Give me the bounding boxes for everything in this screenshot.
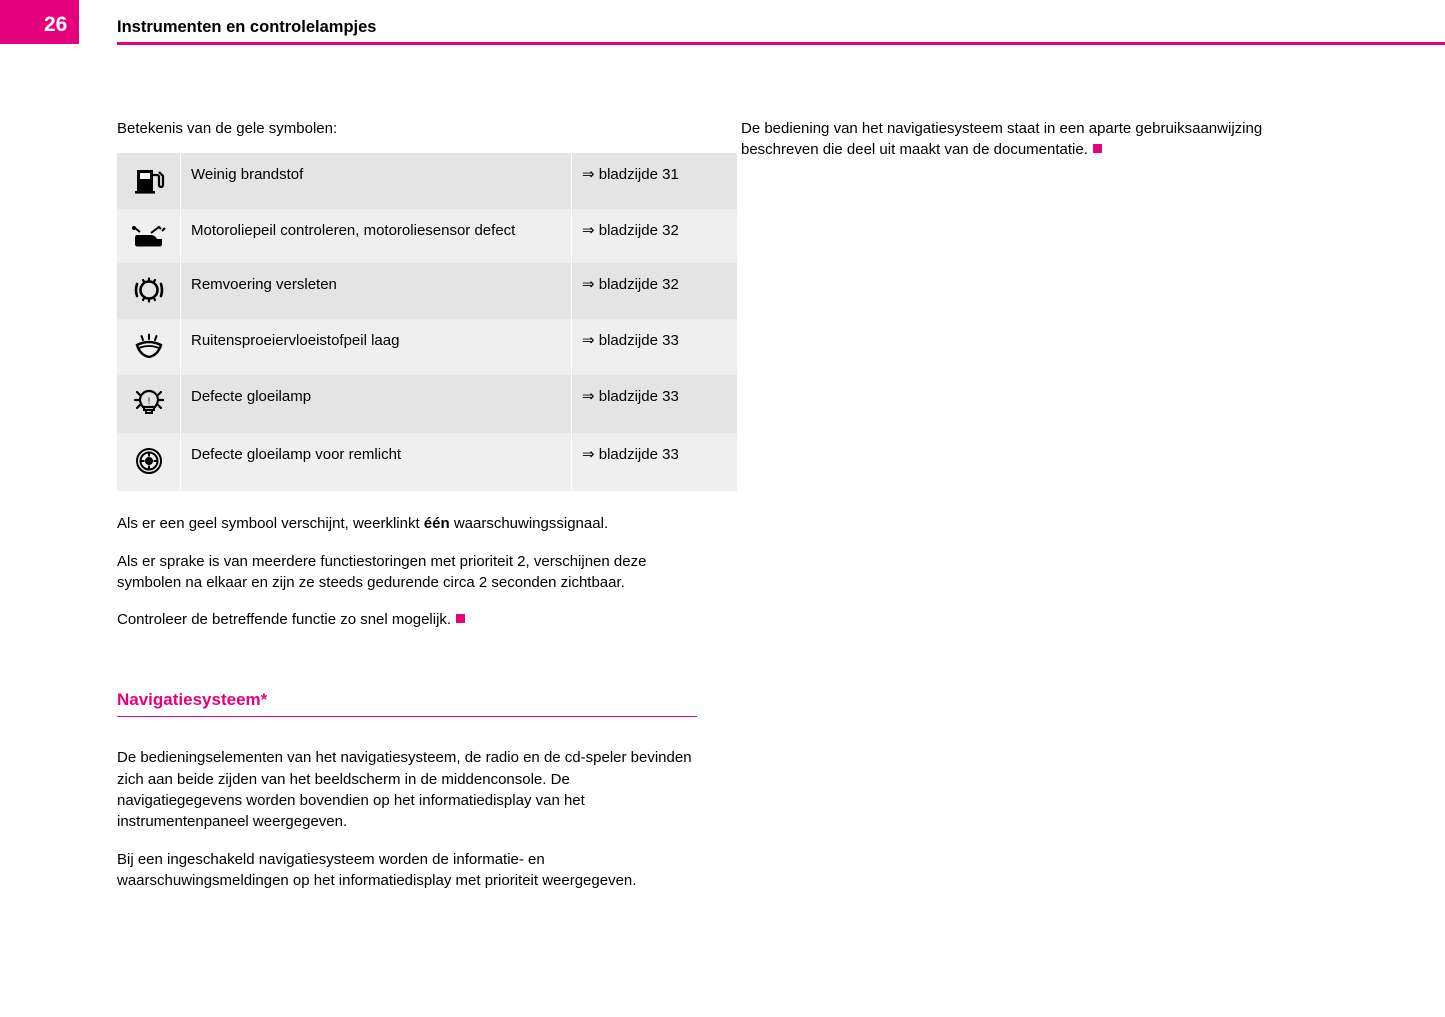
table-row [117, 433, 737, 491]
table-row [117, 319, 737, 375]
oil-can-icon [117, 209, 181, 263]
windscreen-washer-fluid-icon [117, 319, 181, 375]
navigation-paragraph-2: Bij een ingeschakeld navigatiesysteem worden de informatie- en waarschuwingsmeldingen op het informatiedisplay met prioriteit weergegeven. [117, 850, 637, 889]
page-title: Instrumenten en controlelampjes [117, 18, 377, 36]
table-row [117, 263, 737, 319]
check-function-text: Controleer de betreffende functie zo snel mogelijk. [117, 611, 452, 629]
symbol-description: Motoroliepeil controleren, motoroliesensor defect [181, 209, 572, 263]
check-function-paragraph [117, 609, 697, 630]
warning-signal-emphasis: één [423, 515, 450, 533]
warning-signal-text-after: waarschuwingssignaal. [449, 515, 609, 533]
page-number: 26 [44, 13, 68, 36]
bulb-failure-icon [117, 375, 181, 433]
brake-pad-wear-icon [117, 263, 181, 319]
symbol-reference: ⇒ bladzijde 33 [572, 319, 738, 375]
symbol-reference: ⇒ bladzijde 33 [572, 433, 738, 491]
fuel-pump-icon [117, 153, 181, 209]
page-header [0, 0, 1445, 44]
end-of-section-mark [1093, 144, 1102, 153]
symbol-reference: ⇒ bladzijde 31 [572, 153, 738, 209]
navigation-system-section [117, 690, 697, 891]
yellow-symbols-table [117, 153, 737, 491]
symbol-reference: ⇒ bladzijde 32 [572, 263, 738, 319]
symbol-description: Weinig brandstof [181, 153, 572, 209]
navigation-paragraph-1: De bedieningselementen van het navigatiesysteem, de radio en de cd-speler bevinden zich aan beide zijden van het beeldscherm in de middenconsole. De navigatiegegevens worden bovendien op het informatiedisplay van het instrumentenpaneel weergegeven. [117, 749, 692, 831]
navigation-manual-text: De bediening van het navigatiesysteem staat in een aparte gebruiksaanwijzing beschreven die deel uit maakt van de documentatie. [741, 120, 1263, 159]
table-row [117, 375, 737, 433]
symbol-description: Remvoering versleten [181, 263, 572, 319]
symbols-intro: Betekenis van de gele symbolen: [117, 120, 338, 137]
left-column [117, 118, 697, 907]
symbol-description: Ruitensproeiervloeistofpeil laag [181, 319, 572, 375]
section-divider [117, 716, 697, 717]
table-row [117, 153, 737, 209]
symbol-description: Defecte gloeilamp voor remlicht [181, 433, 572, 491]
section-heading: Navigatiesysteem* [117, 690, 268, 710]
symbol-reference: ⇒ bladzijde 33 [572, 375, 738, 433]
end-of-section-mark [456, 614, 465, 623]
svg-text:!: ! [147, 396, 150, 407]
symbol-description: Defecte gloeilamp [181, 375, 572, 433]
warning-signal-paragraph [117, 513, 697, 534]
multiple-faults-paragraph: Als er sprake is van meerdere functiestoringen met prioriteit 2, verschijnen deze symbolen na elkaar en zijn ze steeds gedurende circa 2 seconden zichtbaar. [117, 552, 647, 591]
header-divider [117, 42, 1445, 45]
symbol-reference: ⇒ bladzijde 32 [572, 209, 738, 263]
table-row [117, 209, 737, 263]
brake-light-failure-icon [117, 433, 181, 491]
navigation-manual-paragraph [741, 118, 1326, 161]
right-column [741, 118, 1326, 177]
warning-signal-text-before: Als er een geel symbool verschijnt, weerklinkt [117, 515, 424, 533]
